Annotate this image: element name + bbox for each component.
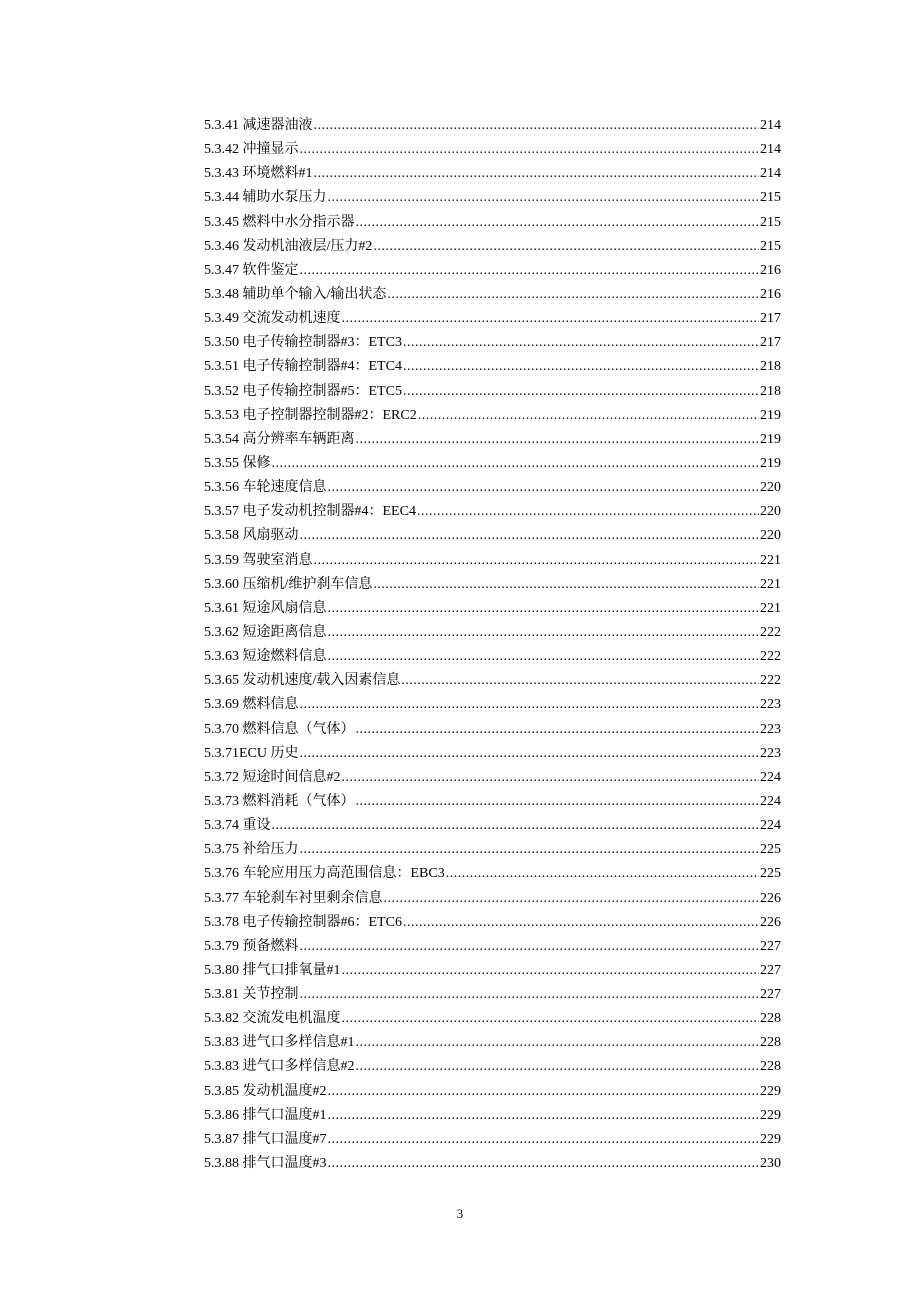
toc-dot-leader bbox=[342, 307, 760, 331]
toc-entry-title: 5.3.41 减速器油液 bbox=[204, 118, 313, 133]
toc-dot-leader bbox=[403, 331, 759, 355]
toc-entry-title: 5.3.83 进气口多样信息#1 bbox=[204, 1035, 355, 1051]
toc-dot-leader bbox=[403, 911, 759, 935]
toc-entry-page: 229 bbox=[760, 1107, 781, 1123]
toc-entry-title: 5.3.65 发动机速度/载入因素信息 bbox=[204, 673, 401, 689]
toc-entry-page: 219 bbox=[760, 407, 781, 423]
toc-dot-leader bbox=[300, 524, 760, 548]
toc-entry-page: 223 bbox=[760, 697, 781, 713]
toc-entry-page: 227 bbox=[760, 938, 781, 954]
toc-dot-leader bbox=[356, 428, 760, 452]
toc-dot-leader bbox=[328, 1152, 760, 1176]
toc-entry-title: 5.3.59 驾驶室消息 bbox=[204, 552, 313, 568]
toc-entry[interactable] bbox=[204, 138, 781, 162]
toc-entry-title: 5.3.62 短途距离信息 bbox=[204, 624, 327, 640]
toc-dot-leader bbox=[272, 814, 760, 838]
toc-entry-title: 5.3.88 排气口温度#3 bbox=[204, 1156, 327, 1172]
toc-entry-page: 229 bbox=[760, 1083, 781, 1099]
toc-entry-title: 5.3.58 风扇驱动 bbox=[204, 528, 299, 544]
toc-entry-page: 223 bbox=[760, 721, 781, 737]
toc-entry-page: 223 bbox=[760, 745, 781, 761]
toc-entry[interactable] bbox=[204, 476, 781, 500]
toc-entry[interactable] bbox=[204, 838, 781, 862]
toc-dot-leader bbox=[328, 1128, 760, 1152]
toc-entry-title: 5.3.61 短途风扇信息 bbox=[204, 600, 327, 616]
toc-entry-title: 5.3.85 发动机温度#2 bbox=[204, 1083, 327, 1099]
toc-entry[interactable] bbox=[204, 1031, 781, 1055]
toc-entry[interactable] bbox=[204, 911, 781, 935]
toc-entry-title: 5.3.74 重设 bbox=[204, 818, 271, 834]
toc-entry[interactable] bbox=[204, 1128, 781, 1152]
toc-entry-page: 219 bbox=[760, 431, 781, 447]
toc-entry[interactable] bbox=[204, 887, 781, 911]
toc-entry[interactable] bbox=[204, 235, 781, 259]
toc-entry-title: 5.3.76 车轮应用压力高范围信息：EBC3 bbox=[204, 866, 445, 882]
toc-entry-page: 214 bbox=[760, 166, 781, 182]
toc-entry-page: 228 bbox=[760, 1011, 781, 1027]
toc-entry-title: 5.3.45 燃料中水分指示器 bbox=[204, 214, 355, 230]
toc-entry-page: 226 bbox=[760, 890, 781, 906]
toc-entry[interactable] bbox=[204, 766, 781, 790]
toc-dot-leader bbox=[418, 404, 759, 428]
table-of-contents bbox=[204, 114, 781, 1176]
toc-entry-title: 5.3.56 车轮速度信息 bbox=[204, 480, 327, 496]
toc-dot-leader bbox=[356, 1055, 760, 1079]
toc-entry-page: 224 bbox=[760, 793, 781, 809]
toc-entry-page: 219 bbox=[760, 455, 781, 471]
toc-dot-leader bbox=[300, 935, 760, 959]
toc-entry-title: 5.3.63 短途燃料信息 bbox=[204, 649, 327, 665]
toc-dot-leader bbox=[403, 380, 759, 404]
toc-entry-title: 5.3.47 软件鉴定 bbox=[204, 262, 299, 278]
toc-entry-page: 227 bbox=[760, 987, 781, 1003]
toc-dot-leader bbox=[314, 162, 760, 186]
toc-entry-page: 218 bbox=[760, 383, 781, 399]
toc-entry-page: 214 bbox=[760, 142, 781, 158]
toc-entry-page: 216 bbox=[760, 262, 781, 278]
toc-entry[interactable] bbox=[204, 597, 781, 621]
toc-entry-title: 5.3.78 电子传输控制器#6：ETC6 bbox=[204, 914, 402, 930]
toc-dot-leader bbox=[342, 959, 760, 983]
toc-entry[interactable] bbox=[204, 718, 781, 742]
toc-entry-page: 228 bbox=[760, 1035, 781, 1051]
toc-entry-page: 225 bbox=[760, 866, 781, 882]
toc-entry-title: 5.3.81 关节控制 bbox=[204, 987, 299, 1003]
toc-dot-leader bbox=[373, 573, 759, 597]
toc-entry-title: 5.3.49 交流发动机速度 bbox=[204, 311, 341, 327]
toc-entry[interactable] bbox=[204, 669, 781, 693]
toc-entry-title: 5.3.44 辅助水泵压力 bbox=[204, 190, 327, 206]
toc-entry-title: 5.3.72 短途时间信息#2 bbox=[204, 769, 341, 785]
toc-dot-leader bbox=[328, 476, 760, 500]
toc-entry-title: 5.3.79 预备燃料 bbox=[204, 938, 299, 954]
toc-entry[interactable] bbox=[204, 1104, 781, 1128]
toc-entry-title: 5.3.71ECU 历史 bbox=[204, 745, 299, 761]
toc-entry[interactable] bbox=[204, 355, 781, 379]
toc-entry-page: 230 bbox=[760, 1156, 781, 1172]
toc-entry-page: 229 bbox=[760, 1131, 781, 1147]
toc-dot-leader bbox=[300, 838, 760, 862]
toc-dot-leader bbox=[314, 549, 760, 573]
toc-entry[interactable] bbox=[204, 1152, 781, 1176]
toc-dot-leader bbox=[328, 186, 760, 210]
toc-entry[interactable] bbox=[204, 814, 781, 838]
toc-dot-leader bbox=[384, 887, 760, 911]
toc-dot-leader bbox=[417, 500, 759, 524]
toc-entry-title: 5.3.77 车轮刹车衬里剩余信息 bbox=[204, 890, 383, 906]
toc-entry-title: 5.3.87 排气口温度#7 bbox=[204, 1131, 327, 1147]
toc-entry-title: 5.3.55 保修 bbox=[204, 455, 271, 471]
toc-entry[interactable] bbox=[204, 524, 781, 548]
toc-entry-page: 221 bbox=[760, 576, 781, 592]
toc-entry-page: 214 bbox=[760, 118, 781, 133]
toc-entry-page: 218 bbox=[760, 359, 781, 375]
toc-entry-title: 5.3.73 燃料消耗（气体） bbox=[204, 793, 355, 809]
toc-entry-title: 5.3.60 压缩机/维护刹车信息 bbox=[204, 576, 373, 592]
toc-dot-leader bbox=[328, 597, 760, 621]
toc-entry-page: 220 bbox=[760, 480, 781, 496]
toc-dot-leader bbox=[356, 1031, 760, 1055]
toc-entry[interactable] bbox=[204, 186, 781, 210]
toc-dot-leader bbox=[356, 790, 760, 814]
toc-entry-title: 5.3.83 进气口多样信息#2 bbox=[204, 1059, 355, 1075]
toc-entry-title: 5.3.52 电子传输控制器#5：ETC5 bbox=[204, 383, 402, 399]
page-number: 3 bbox=[456, 1206, 464, 1221]
toc-entry-page: 221 bbox=[760, 552, 781, 568]
toc-entry[interactable] bbox=[204, 1080, 781, 1104]
toc-entry[interactable] bbox=[204, 862, 781, 886]
toc-entry[interactable] bbox=[204, 693, 781, 717]
toc-entry-page: 217 bbox=[760, 311, 781, 327]
toc-entry-page: 222 bbox=[760, 673, 781, 689]
toc-entry-title: 5.3.50 电子传输控制器#3：ETC3 bbox=[204, 335, 402, 351]
toc-entry[interactable] bbox=[204, 452, 781, 476]
toc-entry[interactable] bbox=[204, 307, 781, 331]
toc-entry-title: 5.3.43 环境燃料#1 bbox=[204, 166, 313, 182]
toc-dot-leader bbox=[446, 862, 759, 886]
toc-entry-title: 5.3.48 辅助单个输入/输出状态 bbox=[204, 286, 387, 302]
toc-entry-page: 225 bbox=[760, 842, 781, 858]
toc-dot-leader bbox=[403, 355, 759, 379]
toc-entry-page: 222 bbox=[760, 624, 781, 640]
toc-dot-leader bbox=[300, 742, 760, 766]
toc-dot-leader bbox=[356, 718, 760, 742]
toc-dot-leader bbox=[300, 983, 760, 1007]
toc-dot-leader bbox=[373, 235, 759, 259]
toc-entry-page: 228 bbox=[760, 1059, 781, 1075]
toc-dot-leader bbox=[401, 669, 759, 693]
toc-dot-leader bbox=[300, 693, 760, 717]
toc-entry[interactable] bbox=[204, 428, 781, 452]
toc-entry[interactable] bbox=[204, 283, 781, 307]
toc-dot-leader bbox=[387, 283, 759, 307]
toc-entry[interactable] bbox=[204, 1007, 781, 1031]
toc-entry[interactable] bbox=[204, 404, 781, 428]
toc-entry[interactable] bbox=[204, 331, 781, 355]
toc-entry[interactable] bbox=[204, 790, 781, 814]
toc-entry-title: 5.3.53 电子控制器控制器#2：ERC2 bbox=[204, 407, 417, 423]
toc-entry[interactable] bbox=[204, 935, 781, 959]
toc-entry-title: 5.3.51 电子传输控制器#4：ETC4 bbox=[204, 359, 402, 375]
toc-entry-page: 224 bbox=[760, 769, 781, 785]
toc-entry-page: 221 bbox=[760, 600, 781, 616]
toc-dot-leader bbox=[328, 1080, 760, 1104]
toc-dot-leader bbox=[314, 114, 760, 138]
toc-entry-page: 220 bbox=[760, 504, 781, 520]
toc-entry-page: 217 bbox=[760, 335, 781, 351]
toc-entry-page: 215 bbox=[760, 214, 781, 230]
toc-entry-title: 5.3.57 电子发动机控制器#4：EEC4 bbox=[204, 504, 416, 520]
toc-entry-title: 5.3.80 排气口排氧量#1 bbox=[204, 962, 341, 978]
toc-dot-leader bbox=[356, 211, 760, 235]
toc-entry-page: 227 bbox=[760, 962, 781, 978]
toc-dot-leader bbox=[300, 138, 760, 162]
toc-entry[interactable] bbox=[204, 621, 781, 645]
toc-entry[interactable] bbox=[204, 959, 781, 983]
toc-entry-page: 222 bbox=[760, 649, 781, 665]
toc-entry[interactable] bbox=[204, 380, 781, 404]
toc-dot-leader bbox=[328, 645, 760, 669]
toc-entry[interactable] bbox=[204, 500, 781, 524]
toc-entry-title: 5.3.46 发动机油液层/压力#2 bbox=[204, 238, 373, 254]
toc-entry-page: 215 bbox=[760, 238, 781, 254]
toc-entry[interactable] bbox=[204, 114, 781, 138]
toc-entry-page: 226 bbox=[760, 914, 781, 930]
toc-entry[interactable] bbox=[204, 162, 781, 186]
toc-entry-page: 216 bbox=[760, 286, 781, 302]
toc-dot-leader bbox=[272, 452, 760, 476]
toc-entry[interactable] bbox=[204, 645, 781, 669]
toc-dot-leader bbox=[328, 1104, 760, 1128]
toc-dot-leader bbox=[328, 621, 760, 645]
toc-entry-title: 5.3.82 交流发电机温度 bbox=[204, 1011, 341, 1027]
toc-entry-page: 224 bbox=[760, 818, 781, 834]
toc-dot-leader bbox=[342, 1007, 760, 1031]
toc-entry[interactable] bbox=[204, 742, 781, 766]
toc-entry[interactable] bbox=[204, 549, 781, 573]
toc-entry-title: 5.3.75 补给压力 bbox=[204, 842, 299, 858]
toc-entry-page: 215 bbox=[760, 190, 781, 206]
toc-entry-title: 5.3.69 燃料信息 bbox=[204, 697, 299, 713]
toc-dot-leader bbox=[342, 766, 760, 790]
toc-entry[interactable] bbox=[204, 573, 781, 597]
toc-dot-leader bbox=[300, 259, 760, 283]
toc-entry-title: 5.3.54 高分辨率车辆距离 bbox=[204, 431, 355, 447]
toc-entry[interactable] bbox=[204, 259, 781, 283]
toc-entry[interactable] bbox=[204, 983, 781, 1007]
toc-entry[interactable] bbox=[204, 211, 781, 235]
toc-entry-title: 5.3.70 燃料信息（气体） bbox=[204, 721, 355, 737]
toc-entry-title: 5.3.42 冲撞显示 bbox=[204, 142, 299, 158]
toc-entry-page: 220 bbox=[760, 528, 781, 544]
toc-entry-title: 5.3.86 排气口温度#1 bbox=[204, 1107, 327, 1123]
toc-entry[interactable] bbox=[204, 1055, 781, 1079]
